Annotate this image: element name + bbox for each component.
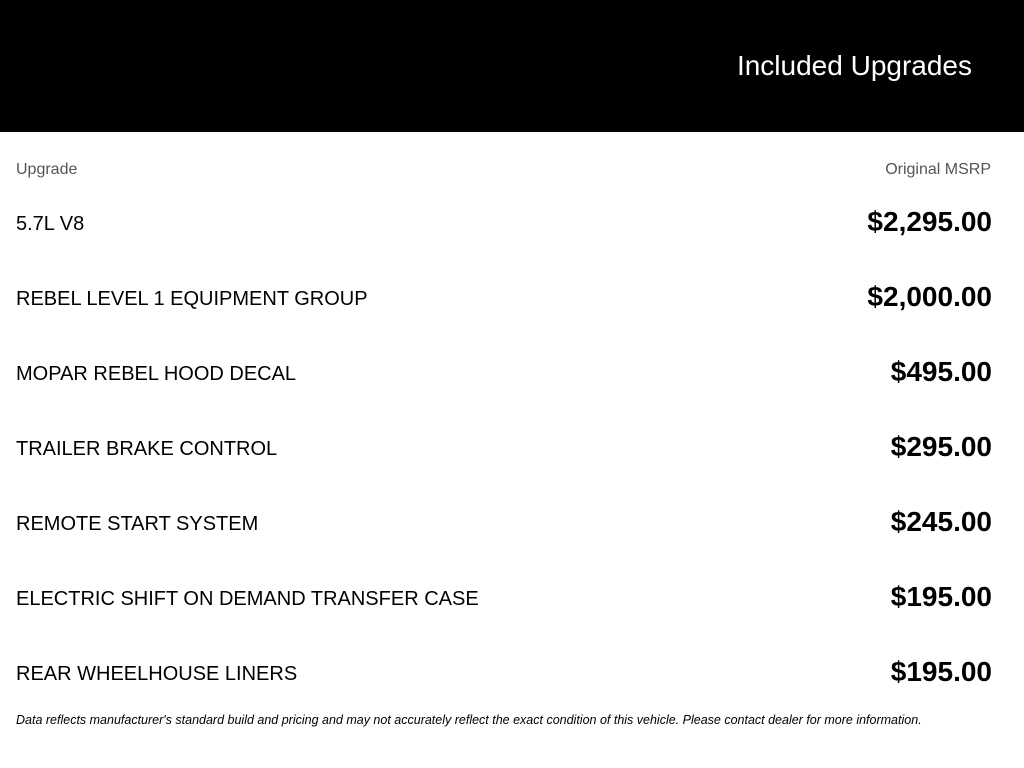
upgrade-price: $2,295.00 xyxy=(867,206,992,237)
upgrade-name: MOPAR REBEL HOOD DECAL xyxy=(16,363,297,385)
upgrade-name: TRAILER BRAKE CONTROL xyxy=(16,438,278,460)
upgrade-name: 5.7L V8 xyxy=(16,213,85,235)
upgrade-column-header: Upgrade xyxy=(16,161,78,178)
upgrade-price: $245.00 xyxy=(890,506,992,537)
list-item xyxy=(16,275,992,350)
upgrade-price: $295.00 xyxy=(890,431,992,462)
upgrade-price: $2,000.00 xyxy=(867,281,992,312)
upgrade-price: $195.00 xyxy=(890,656,992,687)
upgrade-name: ELECTRIC SHIFT ON DEMAND TRANSFER CASE xyxy=(16,588,479,610)
upgrade-name: REMOTE START SYSTEM xyxy=(16,513,259,535)
msrp-column-header: Original MSRP xyxy=(885,161,991,178)
upgrades-list xyxy=(16,200,992,725)
list-item xyxy=(16,425,992,500)
upgrade-name: REAR WHEELHOUSE LINERS xyxy=(16,663,298,685)
disclaimer-text: Data reflects manufacturer's standard build and pricing and may not accurately reflect the exact condition of this vehicle. Please contact dealer for more information. xyxy=(16,713,922,727)
list-item xyxy=(16,575,992,650)
upgrade-price: $195.00 xyxy=(890,581,992,612)
upgrade-name: REBEL LEVEL 1 EQUIPMENT GROUP xyxy=(16,288,368,310)
list-item xyxy=(16,350,992,425)
list-item xyxy=(16,500,992,575)
page-title: Included Upgrades xyxy=(736,50,972,81)
list-item xyxy=(16,200,992,275)
header-bar xyxy=(0,0,1024,132)
column-headers xyxy=(16,160,992,180)
upgrade-price: $495.00 xyxy=(890,356,992,387)
